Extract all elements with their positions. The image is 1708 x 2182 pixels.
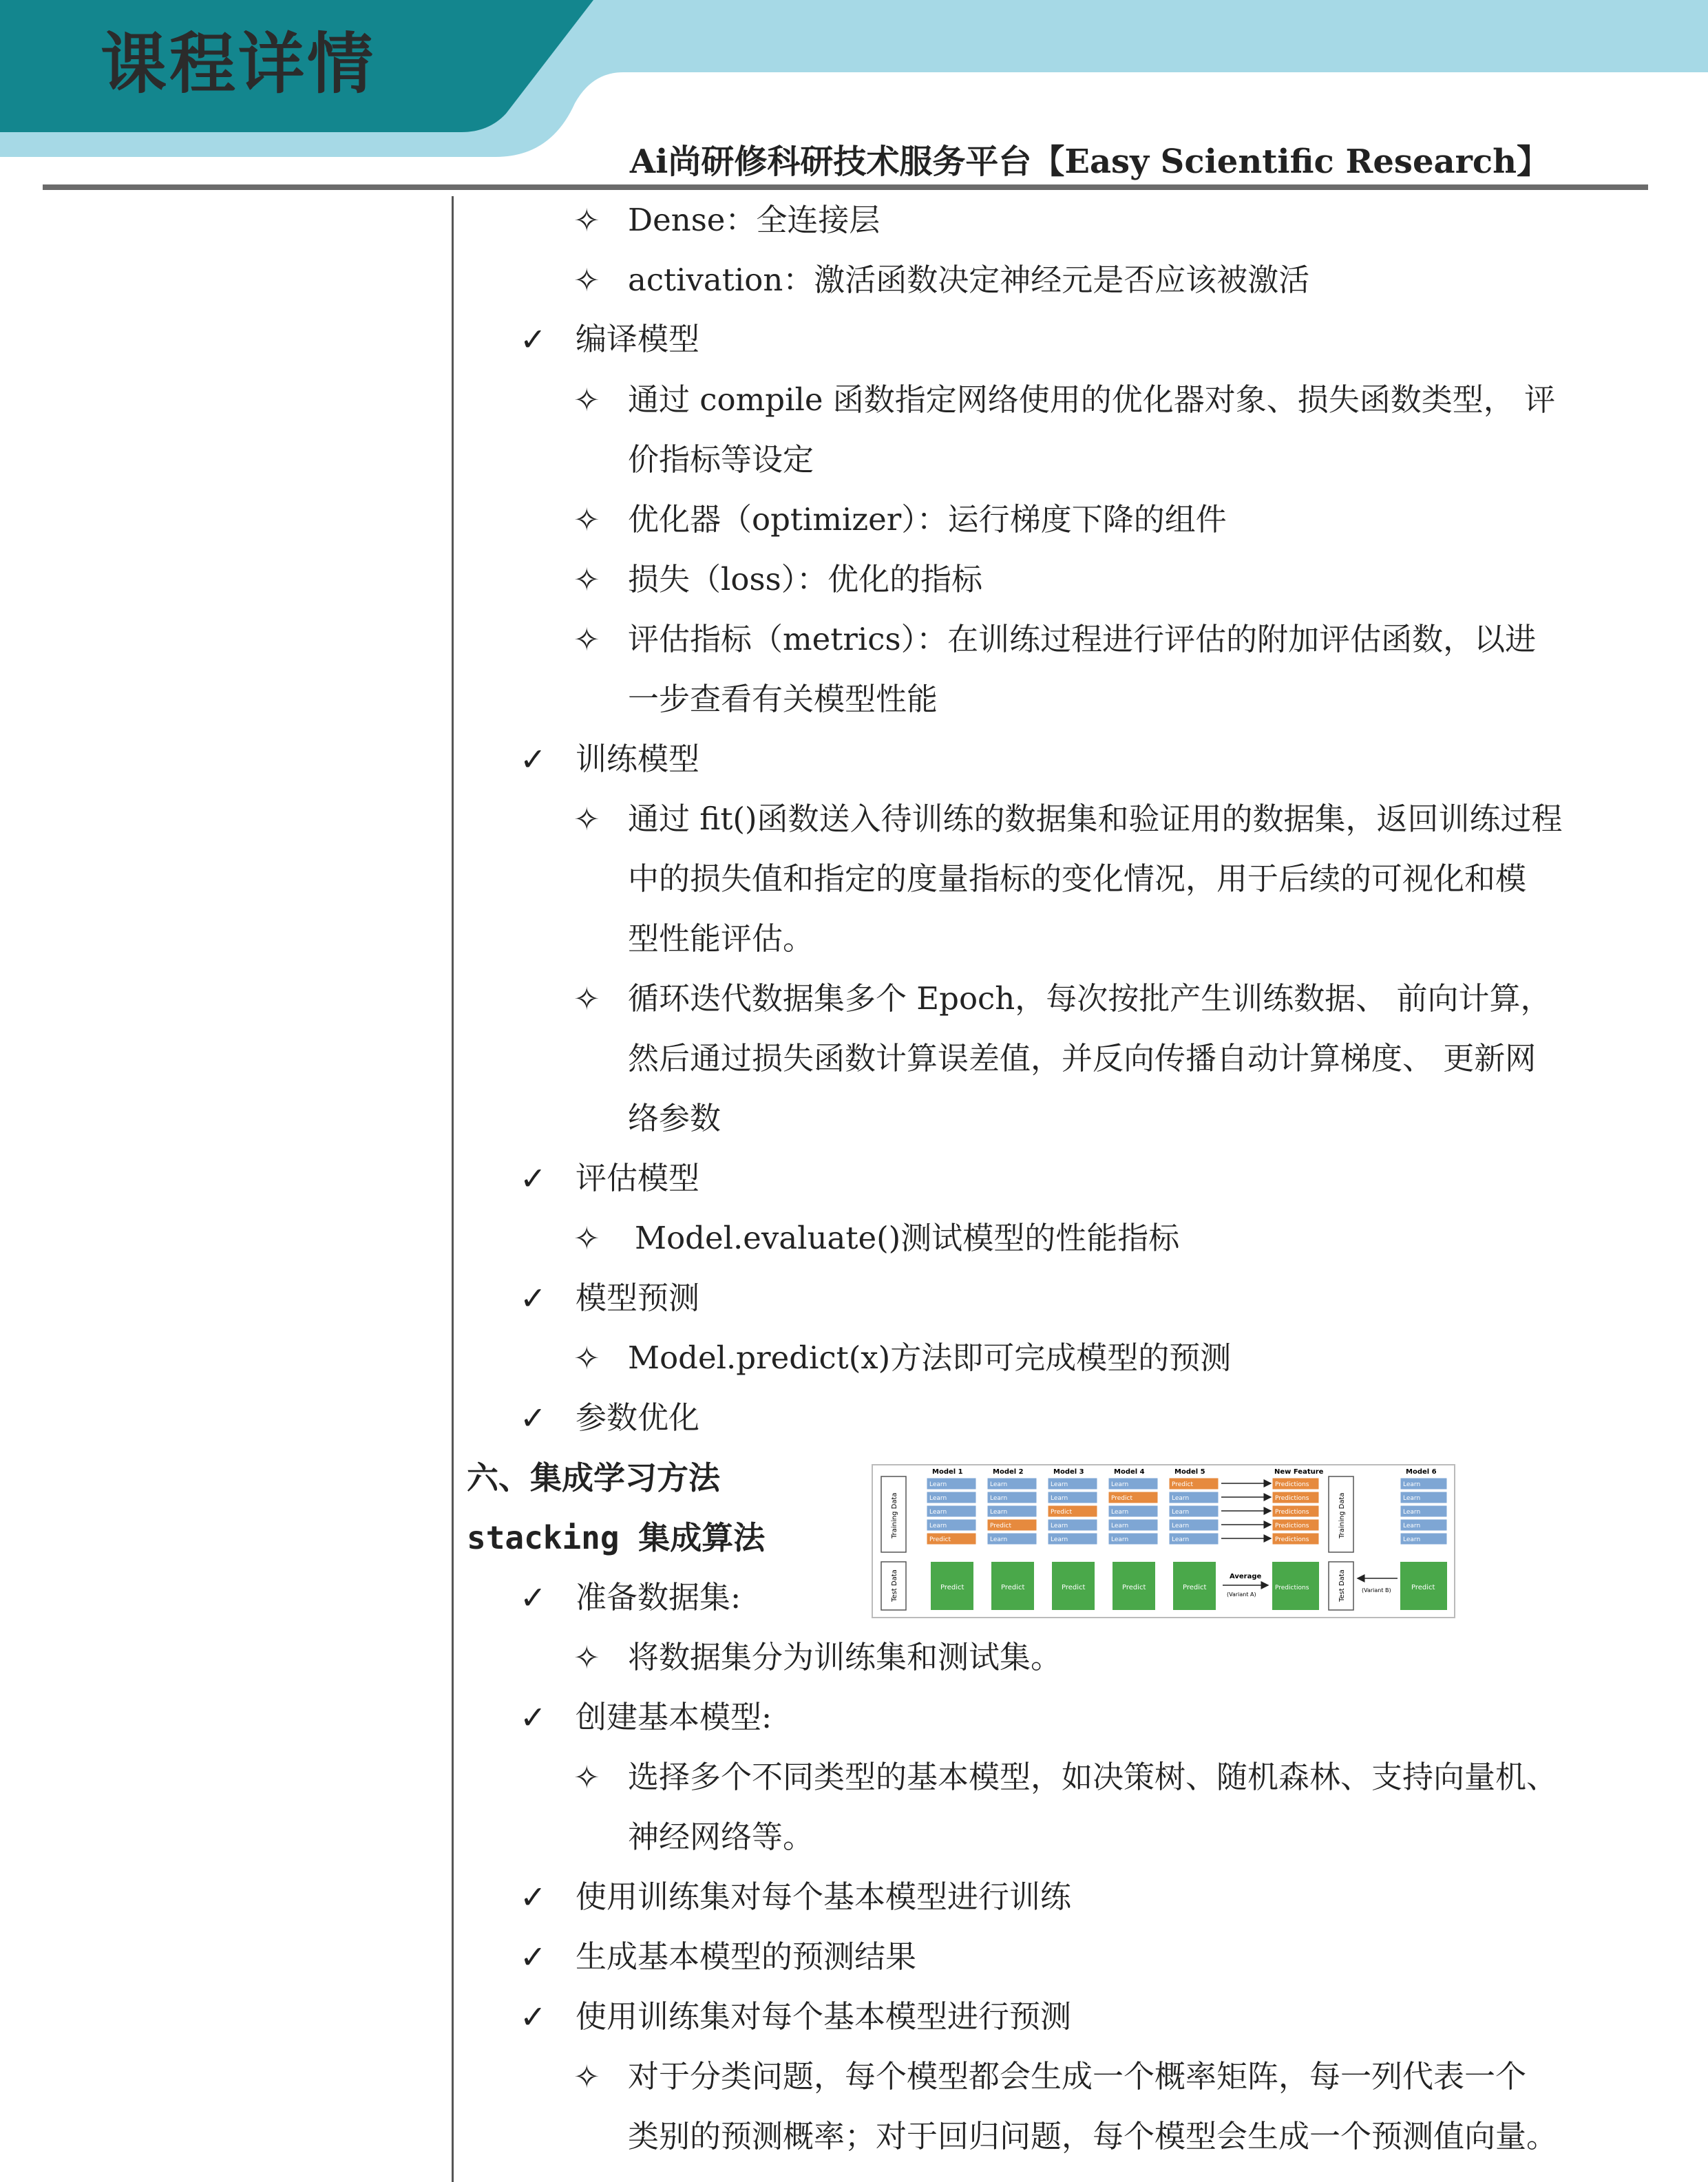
learn-cell-label: Learn [929, 1481, 947, 1488]
learn-cell-label: Learn [1172, 1523, 1190, 1529]
training-data-label-2: Training Data [1338, 1492, 1346, 1538]
predictions-cell-label: Predictions [1275, 1509, 1309, 1516]
predictions-cell-label: Predictions [1275, 1523, 1309, 1529]
variant-a-label: (Variant A) [1227, 1591, 1256, 1598]
test-data-label: Test Data [891, 1569, 898, 1602]
learn-cell-label: Learn [1051, 1481, 1068, 1488]
check-bullet-icon: ✓ [520, 1579, 547, 1616]
predictions-cell-label: Predictions [1275, 1495, 1309, 1502]
text-line: 类别的预测概率；对于回归问题，每个模型会生成一个预测值向量。 [628, 2118, 1558, 2154]
test-predict-label: Predict [1062, 1584, 1086, 1591]
predict-cell-label: Predict [1111, 1495, 1132, 1502]
text-line: 将数据集分为训练集和测试集。 [628, 1639, 1062, 1675]
header-divider [43, 184, 1648, 190]
text-line: Model.predict(x)方法即可完成模型的预测 [628, 1339, 1232, 1376]
diamond-bullet-icon: ✧ [573, 1639, 600, 1676]
text-line: 优化器（optimizer）：运行梯度下降的组件 [628, 501, 1227, 538]
learn-cell-label: Learn [929, 1523, 947, 1529]
variant-b-label: (Variant B) [1362, 1587, 1391, 1593]
text-line: 然后通过损失函数计算误差值，并反向传播自动计算梯度、 更新网 [628, 1040, 1537, 1077]
text-line: 通过 fit()函数送入待训练的数据集和验证用的数据集，返回训练过程 [628, 801, 1563, 837]
learn-cell-label: Learn [1403, 1509, 1421, 1516]
stacking-diagram [872, 1464, 1455, 1618]
text-line: 评估指标（metrics）：在训练过程进行评估的附加评估函数，以进 [628, 621, 1537, 657]
text-line: Model.evaluate()测试模型的性能指标 [635, 1220, 1180, 1256]
text-line: 准备数据集: [576, 1579, 741, 1616]
text-line: 型性能评估。 [628, 920, 814, 957]
model-label: Model 5 [1174, 1468, 1205, 1476]
diamond-bullet-icon: ✧ [573, 621, 600, 658]
section-heading: 六、集成学习方法 [467, 1459, 720, 1496]
learn-cell-label: Learn [1051, 1536, 1068, 1543]
predict-cell-label: Predict [1172, 1481, 1193, 1488]
predict-cell-label: Predict [929, 1536, 951, 1543]
diamond-bullet-icon: ✧ [573, 381, 600, 419]
text-line: 络参数 [628, 1100, 721, 1136]
text-line: 价指标等设定 [628, 441, 814, 478]
diamond-bullet-icon: ✧ [573, 501, 600, 538]
text-line: 循环迭代数据集多个 Epoch，每次按批产生训练数据、 前向计算， [628, 980, 1552, 1017]
text-line: 使用训练集对每个基本模型进行训练 [576, 1878, 1072, 1915]
text-line: activation：激活函数决定神经元是否应该被激活 [628, 262, 1310, 298]
model-label: Model 2 [993, 1468, 1024, 1476]
predict-cell-label: Predict [990, 1523, 1011, 1529]
training-data-label: Training Data [891, 1492, 898, 1538]
learn-cell-label: Learn [990, 1481, 1008, 1488]
model-label: Model 1 [932, 1468, 963, 1476]
learn-cell-label: Learn [1111, 1523, 1129, 1529]
diamond-bullet-icon: ✧ [573, 801, 600, 838]
text-line: 生成基本模型的预测结果 [576, 1938, 917, 1975]
text-line: 训练模型 [576, 741, 700, 777]
platform-name: Ai尚研修科研技术服务平台【Easy Scientific Research】 [629, 142, 1550, 181]
learn-cell-label: Learn [1051, 1523, 1068, 1529]
predictions-cell-label: Predictions [1275, 1481, 1309, 1488]
text-line: 参数优化 [576, 1399, 700, 1436]
learn-cell-label: Learn [1172, 1509, 1190, 1516]
diamond-bullet-icon: ✧ [573, 561, 600, 598]
check-bullet-icon: ✓ [520, 1998, 547, 2035]
check-bullet-icon: ✓ [520, 1399, 547, 1437]
subsection-heading: stacking 集成算法 [467, 1519, 766, 1556]
learn-cell-label: Learn [990, 1495, 1008, 1502]
model6-label: Model 6 [1406, 1468, 1437, 1476]
check-bullet-icon: ✓ [520, 1699, 547, 1736]
text-line: 损失（loss）：优化的指标 [628, 561, 983, 597]
model-label: Model 4 [1114, 1468, 1145, 1476]
diamond-bullet-icon: ✧ [573, 1759, 600, 1796]
text-line: 对于分类问题，每个模型都会生成一个概率矩阵，每一列代表一个 [628, 2058, 1527, 2095]
learn-cell-label: Learn [1111, 1509, 1129, 1516]
text-line: 模型预测 [576, 1280, 700, 1316]
model-label: Model 3 [1053, 1468, 1084, 1476]
learn-cell-label: Learn [1172, 1495, 1190, 1502]
page-header-title: 课程详情 [101, 25, 376, 103]
average-label: Average [1230, 1573, 1262, 1580]
learn-cell-label: Learn [1403, 1536, 1421, 1543]
learn-cell-label: Learn [1403, 1481, 1421, 1488]
model6-predict-label: Predict [1411, 1584, 1435, 1591]
text-line: 一步查看有关模型性能 [628, 681, 938, 717]
test-predict-label: Predict [1183, 1584, 1207, 1591]
learn-cell-label: Learn [990, 1536, 1008, 1543]
diamond-bullet-icon: ✧ [573, 980, 600, 1017]
text-line: 选择多个不同类型的基本模型，如决策树、随机森林、支持向量机、 [628, 1759, 1558, 1795]
check-bullet-icon: ✓ [520, 321, 547, 358]
learn-cell-label: Learn [1111, 1481, 1129, 1488]
diamond-bullet-icon: ✧ [573, 262, 600, 299]
test-data-label-2: Test Data [1338, 1569, 1346, 1602]
test-predict-label: Predict [1122, 1584, 1146, 1591]
test-predict-label: Predict [1001, 1584, 1025, 1591]
text-line: Dense：全连接层 [628, 202, 881, 238]
text-line: 创建基本模型: [576, 1699, 772, 1735]
learn-cell-label: Learn [1403, 1523, 1421, 1529]
check-bullet-icon: ✓ [520, 1280, 547, 1317]
text-line: 评估模型 [576, 1160, 700, 1196]
diamond-bullet-icon: ✧ [573, 1220, 600, 1257]
learn-cell-label: Learn [1111, 1536, 1129, 1543]
learn-cell-label: Learn [929, 1495, 947, 1502]
learn-cell-label: Learn [929, 1509, 947, 1516]
learn-cell-label: Learn [1172, 1536, 1190, 1543]
predictions-box-label: Predictions [1275, 1585, 1309, 1591]
diamond-bullet-icon: ✧ [573, 2058, 600, 2095]
text-line: 通过 compile 函数指定网络使用的优化器对象、损失函数类型， 评 [628, 381, 1556, 418]
learn-cell-label: Learn [1403, 1495, 1421, 1502]
check-bullet-icon: ✓ [520, 1938, 547, 1976]
learn-cell-label: Learn [990, 1509, 1008, 1516]
text-line: 编译模型 [576, 321, 700, 357]
text-line: 中的损失值和指定的度量指标的变化情况，用于后续的可视化和模 [628, 860, 1527, 897]
check-bullet-icon: ✓ [520, 1878, 547, 1916]
check-bullet-icon: ✓ [520, 1160, 547, 1197]
learn-cell-label: Learn [1051, 1495, 1068, 1502]
diamond-bullet-icon: ✧ [573, 202, 600, 239]
text-line: 使用训练集对每个基本模型进行预测 [576, 1998, 1072, 2035]
predictions-cell-label: Predictions [1275, 1536, 1309, 1543]
margin-line [452, 196, 454, 2182]
diamond-bullet-icon: ✧ [573, 1339, 600, 1377]
text-line: 神经网络等。 [628, 1819, 814, 1855]
check-bullet-icon: ✓ [520, 741, 547, 778]
test-predict-label: Predict [940, 1584, 964, 1591]
new-feature-label: New Feature [1274, 1468, 1324, 1476]
predict-cell-label: Predict [1051, 1509, 1072, 1516]
